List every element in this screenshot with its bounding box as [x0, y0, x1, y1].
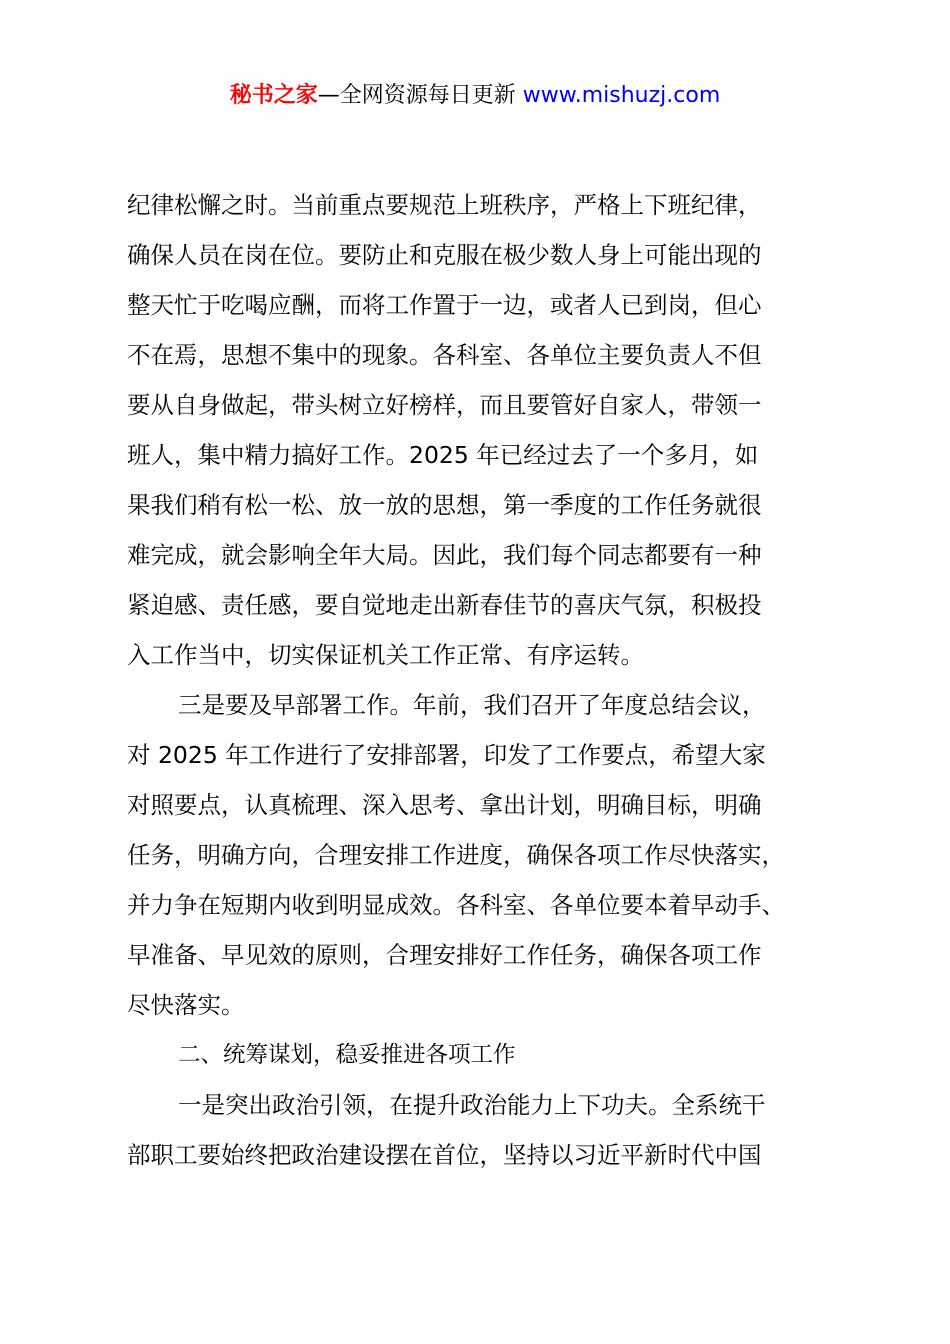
- text-line: 难完成，就会影响全年大局。因此，我们每个同志都要有一种: [127, 541, 762, 569]
- text-line: 不在焉，思想不集中的现象。各科室、各单位主要负责人不但: [127, 341, 762, 369]
- text-line: 入工作当中，切实保证机关工作正常、有序运转。: [127, 641, 644, 669]
- text-line: 果我们稍有松一松、放一放的思想，第一季度的工作任务就很: [127, 491, 762, 519]
- text-line: 早准备、早见效的原则，合理安排好工作任务，确保各项工作: [127, 941, 762, 969]
- site-url-link[interactable]: www.mishuzj.com: [522, 83, 721, 108]
- text-line: 对 2025 年工作进行了安排部署，印发了工作要点，希望大家: [127, 741, 766, 769]
- text-line: 确保人员在岗在位。要防止和克服在极少数人身上可能出现的: [127, 241, 762, 269]
- text-line: 要从自身做起，带头树立好榜样，而且要管好自家人，带领一: [127, 391, 762, 419]
- site-tagline: —全网资源每日更新: [317, 83, 523, 108]
- text-line: 尽快落实。: [127, 991, 245, 1019]
- section-heading: 二、统筹谋划，稳妥推进各项工作: [178, 1042, 516, 1068]
- text-line: 整天忙于吃喝应酬，而将工作置于一边，或者人已到岗，但心: [127, 291, 762, 319]
- text-line: 并力争在短期内收到明显成效。各科室、各单位要本着早动手、: [127, 891, 785, 919]
- text-line: 部职工要始终把政治建设摆在首位，坚持以习近平新时代中国: [127, 1141, 762, 1169]
- text-line: 对照要点，认真梳理、深入思考、拿出计划，明确目标，明确: [127, 791, 762, 819]
- site-brand: 秘书之家: [229, 83, 318, 108]
- paragraph-first-line: 一是突出政治引领，在提升政治能力上下功夫。全系统干: [178, 1091, 766, 1119]
- paragraph-first-line: 三是要及早部署工作。年前，我们召开了年度总结会议，: [178, 691, 766, 719]
- text-line: 纪律松懈之时。当前重点要规范上班秩序，严格上下班纪律，: [127, 191, 762, 219]
- text-line: 任务，明确方向，合理安排工作进度，确保各项工作尽快落实，: [127, 841, 785, 869]
- text-line: 紧迫感、责任感，要自觉地走出新春佳节的喜庆气氛，积极投: [127, 591, 762, 619]
- text-line: 班人，集中精力搞好工作。2025 年已经过去了一个多月，如: [127, 441, 759, 469]
- document-body: [127, 180, 837, 1180]
- site-header: [0, 80, 950, 112]
